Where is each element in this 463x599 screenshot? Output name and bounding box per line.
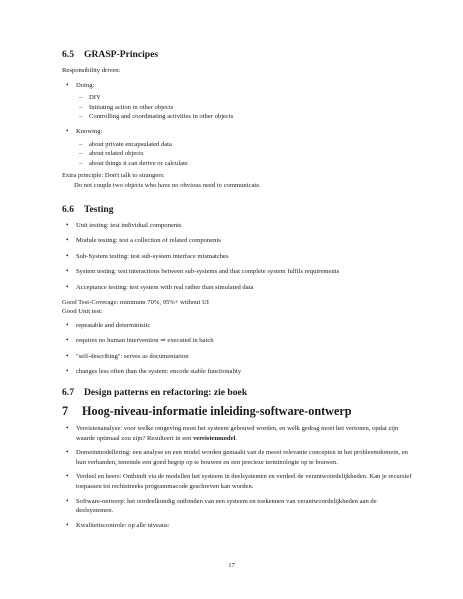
list-item: • Vereistenanalyse: voor welke omgeving moet het systeem gebouwd worden, en welk gedrag moet het vertonen, opdat zijn waarde optimaal zou zijn? Resulteert in een vereistenmodel. <box>62 424 412 443</box>
section-number: 6.5 <box>62 49 74 60</box>
list-item: – about things it can derive or calculate <box>62 159 412 169</box>
extra-principle-text: Do not couple two objects who have no obvious need to communicate. <box>74 181 261 189</box>
list-item-knowing <box>62 127 412 168</box>
unit-test-title: Good Unit test: <box>62 308 103 316</box>
list-item: • Verdeel en heers: Ontbindt via de modellen het systeem in deelsystemen en verdeel de verantwoordelijkheden. Kan je recursief toepassen tot rechtstreeks programmacode geschreven kan worden. <box>62 472 412 491</box>
chapter-number: 7 <box>62 404 69 419</box>
list-item: • Acceptance testing: test system with real rather than simulated data <box>62 283 412 293</box>
list-item: – about related objects <box>62 149 412 159</box>
list-item: • Software-ontwerp: het oordeelkundig ontbinden van een systeem en toekennen van verantwoordelijkheden aan de deelsystemen. <box>62 497 412 516</box>
section-heading-6-6 <box>62 204 412 216</box>
section-title: Testing <box>84 203 114 215</box>
chapter-heading-7 <box>62 404 412 419</box>
list-item: • changes less often than the system: encode stable functionality <box>62 367 412 377</box>
list-item-doing <box>62 81 412 122</box>
section-title: Design patterns en refactoring: zie boek <box>84 387 248 399</box>
section-heading-6-5 <box>62 49 412 61</box>
list-item: • Kwaliteitscontrole: op alle niveaus: <box>62 521 412 531</box>
list-item: – Initiating action in other objects <box>62 103 412 113</box>
section-number: 6.6 <box>62 203 74 215</box>
list-item: • Module testing: test a collection of related components <box>62 236 412 246</box>
list-item: • repeatable and deterministic <box>62 321 412 331</box>
list-item: • Domeinmodellering: een analyse en een model worden gemaakt van de meest relevante concepten in het probleemdomein, en hun verbanden, teneinde een goed begrip op te bouwen en een precieze terminologie op te bouwen. <box>62 448 412 467</box>
list-item: – about private encapsulated data <box>62 140 412 150</box>
knowing-label: Knowing: <box>76 127 103 135</box>
section-number: 6.7 <box>62 387 74 399</box>
list-item: • Unit testing: test individual components <box>62 221 412 231</box>
coverage-text: Good Test-Coverage: minimum 70%, 95%+ without UI <box>62 298 209 306</box>
list-item: • Sub-System testing: test sub-system interface mismatches <box>62 252 412 262</box>
list-item: – Controlling and coordinating activities in other objects <box>62 112 412 122</box>
chapter-title: Hoog-niveau-informatie inleiding-software-ontwerp <box>82 404 352 419</box>
bold-term: vereistenmodel <box>193 434 236 442</box>
list-item: • requires no human intervention ⇒ executed in batch <box>62 336 412 346</box>
doing-label: Doing: <box>76 81 95 89</box>
list-item: • "self-describing": serves as documentation <box>62 352 412 362</box>
section-title: GRASP-Principes <box>84 49 159 60</box>
list-item: – DIY <box>62 93 412 103</box>
extra-principle-title: Extra principle: Don't talk to strangers: <box>62 172 165 180</box>
section-heading-6-7 <box>62 387 412 399</box>
list-item: • System testing: test interactions between sub-systems and that complete system fulfils requirements <box>62 267 412 277</box>
page-number: 17 <box>228 562 235 569</box>
responsibility-intro: Responsibility driven: <box>62 67 121 74</box>
page-content <box>62 49 412 530</box>
